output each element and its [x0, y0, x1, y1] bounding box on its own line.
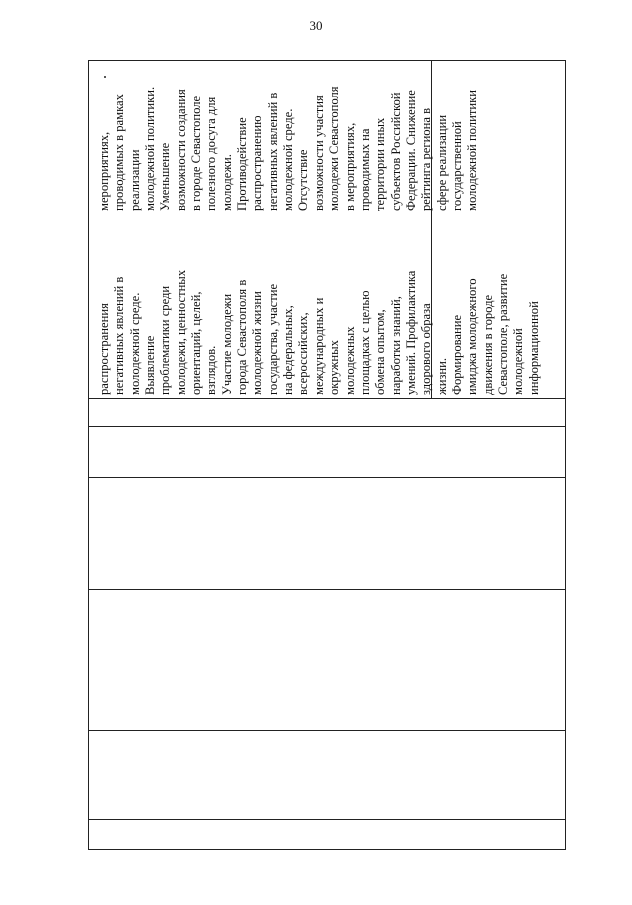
- cell-line: Формирование: [449, 314, 464, 395]
- cell-line: проводимых на: [357, 128, 372, 211]
- cell-line: молодежной: [511, 328, 526, 395]
- cell-line: Отсутствие: [296, 149, 311, 211]
- cell-line: сфере реализации: [434, 114, 449, 211]
- cell-consequences: [97, 86, 481, 211]
- cell-line: движения в городе: [480, 294, 495, 395]
- cell-line: молодежной жизни: [250, 291, 265, 395]
- cell-line: обмена опытом,: [373, 309, 388, 395]
- cell-line: субъектов Российской: [388, 92, 403, 211]
- cell-line: здорового образа: [419, 303, 434, 395]
- cell-activities: [97, 270, 542, 395]
- cell-line: ориентаций, целей,: [189, 291, 204, 395]
- cell-line: территории иных: [373, 117, 388, 211]
- cell-line: взглядов.: [204, 345, 219, 395]
- cell-line: Выявление: [143, 335, 158, 395]
- cell-line: молодежной политики.: [143, 86, 158, 211]
- cell-line: реализации: [127, 149, 142, 211]
- cell-line: информационной: [526, 301, 541, 395]
- cell-line: возможности создания: [173, 89, 188, 211]
- row-divider: [89, 426, 565, 427]
- row-divider: [89, 398, 565, 399]
- cell-line: жизни.: [434, 357, 449, 395]
- row-divider: [89, 477, 565, 478]
- cell-line: площадках с целью: [357, 290, 372, 395]
- page-number: 30: [309, 18, 323, 33]
- cell-line: мероприятиях,: [97, 131, 111, 211]
- cell-line: молодежной политики: [465, 90, 480, 211]
- cell-line: молодежи.: [219, 154, 234, 211]
- cell-line: на федеральных,: [281, 305, 296, 395]
- cell-line: молодежной среде.: [127, 292, 142, 395]
- cell-line: города Севастополя в: [235, 279, 250, 395]
- cell-line: Севастополе, развитие: [495, 273, 510, 395]
- row-divider: [89, 819, 565, 820]
- cell-line: молодежи, ценностных: [173, 269, 188, 395]
- cell-line: молодежной среде.: [281, 108, 296, 211]
- cell-line: полезного досуга для: [204, 96, 219, 211]
- cell-line: наработки знаний,: [388, 296, 403, 395]
- cell-line: государственной: [449, 121, 464, 211]
- cell-line: распространению: [250, 115, 265, 211]
- cell-line: международных и: [311, 297, 326, 395]
- cell-line: молодежи Севастополя: [327, 86, 342, 211]
- cell-line: молодежных: [342, 326, 357, 395]
- cell-line: окружных: [327, 340, 342, 395]
- row-divider: [89, 589, 565, 590]
- cell-line: негативных явлений в: [112, 276, 127, 395]
- cell-line: Участие молодежи: [219, 293, 234, 395]
- cell-line: рейтинга региона в: [419, 107, 434, 211]
- cell-line: негативных явлений в: [265, 92, 280, 211]
- cell-line: государства, участие: [265, 283, 280, 395]
- cell-line: Противодействие: [235, 117, 250, 211]
- cell-line: умений. Профилактика: [403, 270, 418, 395]
- cell-line: всероссийских,: [296, 312, 311, 395]
- cell-line: имиджа молодежного: [465, 278, 480, 395]
- cell-line: распространения: [97, 303, 111, 395]
- rotated-table: [88, 60, 566, 850]
- cell-line: в городе Севастополе: [189, 95, 204, 211]
- cell-line: проводимых в рамках: [112, 94, 127, 211]
- cell-line: Уменьшение: [158, 142, 173, 211]
- cell-line: Федерации. Снижение: [403, 90, 418, 211]
- mark-dot: [104, 76, 106, 78]
- row-divider: [89, 730, 565, 731]
- cell-line: в мероприятиях,: [342, 122, 357, 211]
- cell-line: проблематики среди: [158, 285, 173, 395]
- cell-line: возможности участия: [311, 95, 326, 211]
